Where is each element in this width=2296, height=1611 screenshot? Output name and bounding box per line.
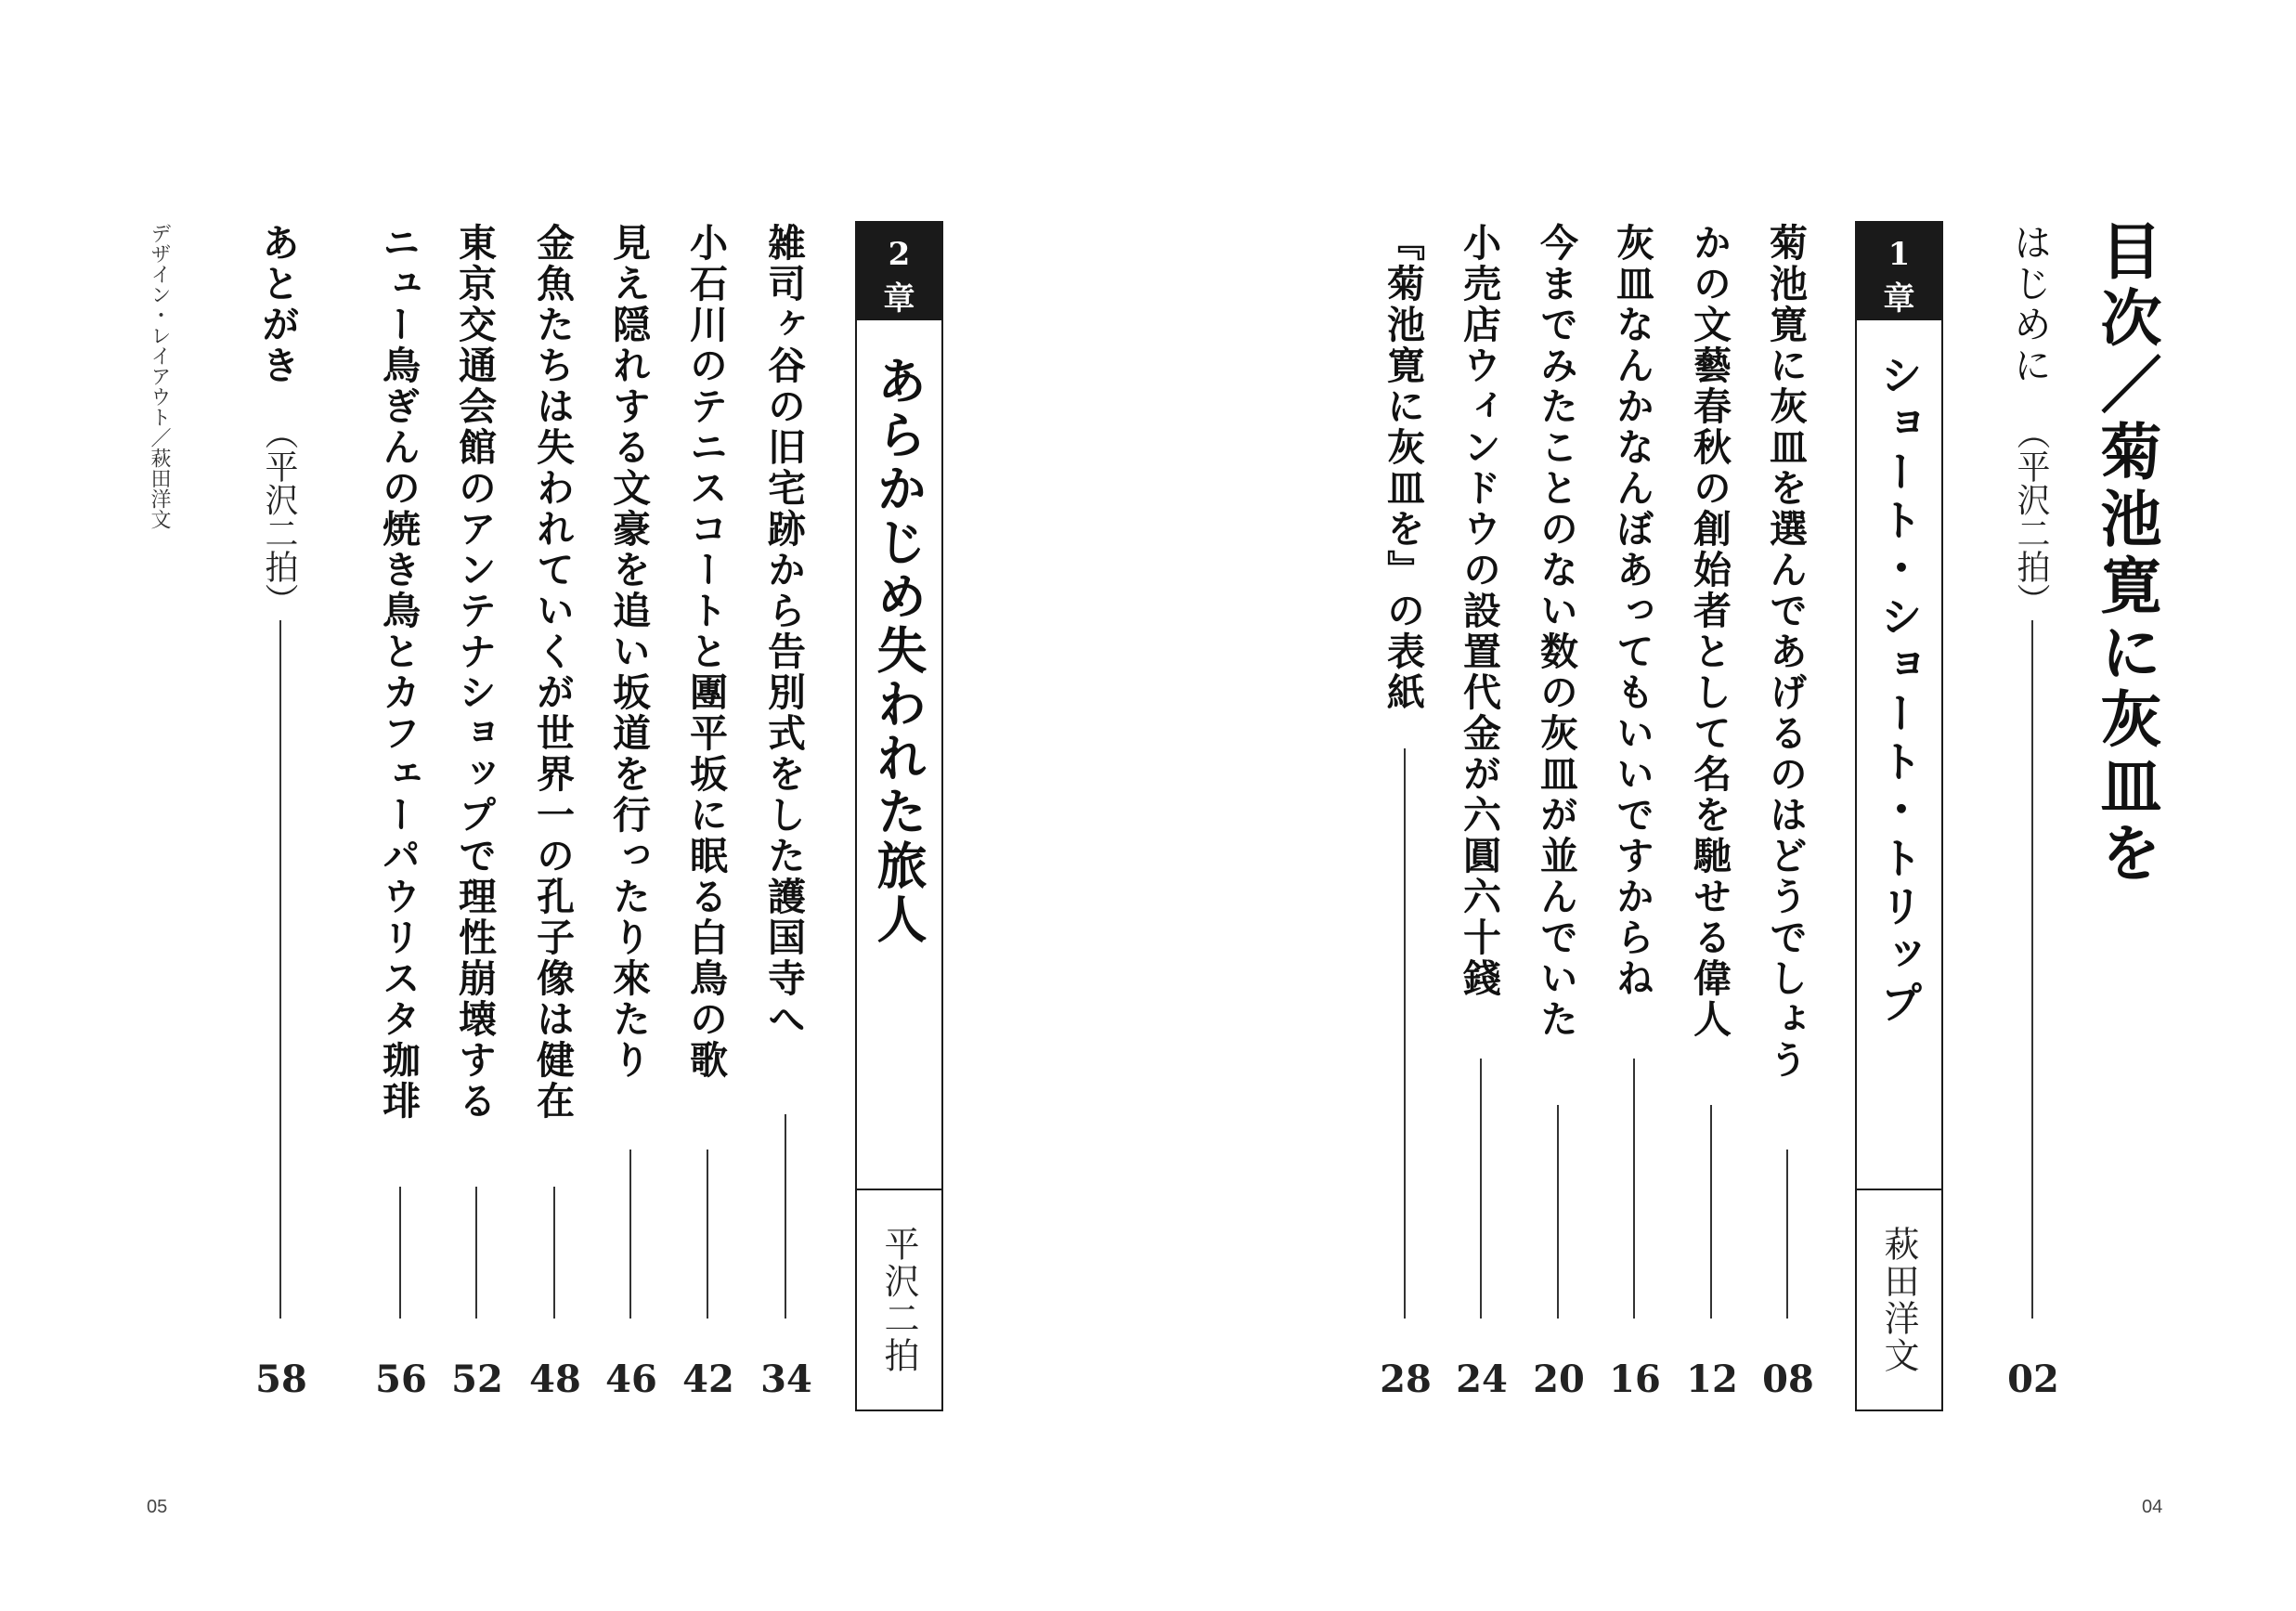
chapter-author: 萩田洋文 (1878, 1226, 1919, 1374)
toc-entry-title: ニュー鳥ぎんの焼き鳥とカフェーパウリスタ珈琲 (376, 223, 421, 1122)
toc-page-number: 42 (682, 1358, 734, 1401)
toc-page-number: 52 (451, 1358, 503, 1401)
chapter-author: 平沢二拍 (878, 1226, 919, 1374)
toc-page-number: 24 (1456, 1358, 1508, 1401)
toc-leader-line (1786, 1150, 1788, 1319)
afterword-title: あとがき (255, 223, 300, 386)
toc-entry-title: 今までみたことのない数の灰皿が並んでいた (1534, 223, 1578, 1040)
toc-entry-title: 見え隠れする文豪を追い坂道を行ったり來たり (606, 223, 651, 1081)
toc-page-number: 34 (760, 1358, 812, 1401)
intro-leader-line (2031, 620, 2033, 1319)
intro-title: はじめに (2007, 223, 2052, 386)
toc-entry-title: 灰皿なんかなんぼあってもいいですからね (1610, 223, 1654, 999)
toc-entry-title: 東京交通会館のアンテナショップで理性崩壊する (452, 223, 497, 1122)
toc-page-number: 20 (1533, 1358, 1585, 1401)
toc-page-number: 08 (1762, 1358, 1814, 1401)
toc-leader-line (1710, 1105, 1712, 1319)
chapter-2-box (855, 221, 943, 1411)
afterword-page-number: 58 (255, 1358, 307, 1401)
toc-leader-line (1480, 1059, 1482, 1319)
page-folio: 04 (2142, 1497, 2163, 1517)
chapter-1-header (1857, 223, 1941, 320)
toc-entry-title: 金魚たちは失われていくが世界一の孔子像は健在 (530, 223, 575, 1122)
chapter-number: 1 (1887, 236, 1911, 273)
chapter-number: 2 (888, 236, 911, 273)
chapter-divider (857, 1189, 941, 1190)
page-folio: 05 (147, 1497, 168, 1517)
toc-entry-title: 小石川のテニスコートと團平坂に眠る白鳥の歌 (683, 223, 728, 1081)
chapter-divider (1857, 1189, 1941, 1190)
toc-entry-title: かの文藝春秋の創始者として名を馳せる偉人 (1687, 223, 1732, 1040)
toc-entry-title: 雑司ヶ谷の旧宅跡から告別式をした護国寺へ (761, 223, 806, 1040)
page-title: 目次／菊池寛に灰皿を (2090, 219, 2162, 888)
chapter-2-header (857, 223, 941, 320)
chapter-1-box (1855, 221, 1943, 1411)
toc-entry-title: 菊池寛に灰皿を選んであげるのはどうでしょう (1763, 223, 1808, 1081)
toc-leader-line (475, 1187, 477, 1319)
toc-leader-line (1404, 748, 1406, 1319)
toc-entry-title: 小売店ウィンドウの設置代金が六圓六十錢 (1457, 223, 1501, 999)
chapter-label: 章 (883, 280, 915, 318)
afterword-leader-line (279, 620, 281, 1319)
toc-leader-line (707, 1150, 708, 1319)
toc-page-number: 46 (605, 1358, 657, 1401)
intro-author: （平沢二拍） (2012, 416, 2050, 617)
chapter-title: あらかじめ失われた旅人 (869, 355, 928, 947)
toc-leader-line (629, 1150, 631, 1319)
afterword-author: （平沢二拍） (260, 416, 298, 617)
toc-leader-line (399, 1187, 401, 1319)
design-credit: デザイン・レイアウト／萩田洋文 (148, 223, 171, 529)
toc-page-number: 12 (1686, 1358, 1738, 1401)
intro-page-number: 02 (2007, 1358, 2059, 1401)
chapter-title: ショート・ショート・トリップ (1874, 353, 1924, 1029)
toc-entry-title: 『菊池寛に灰皿を』の表紙 (1381, 223, 1425, 713)
toc-leader-line (785, 1114, 786, 1319)
toc-page-number: 56 (375, 1358, 427, 1401)
right-page (1148, 0, 2296, 1611)
toc-leader-line (1633, 1059, 1635, 1319)
chapter-label: 章 (1883, 280, 1915, 318)
toc-page-number: 16 (1609, 1358, 1661, 1401)
toc-page-number: 28 (1380, 1358, 1432, 1401)
toc-leader-line (1557, 1105, 1559, 1319)
toc-page-number: 48 (529, 1358, 581, 1401)
toc-leader-line (553, 1187, 555, 1319)
